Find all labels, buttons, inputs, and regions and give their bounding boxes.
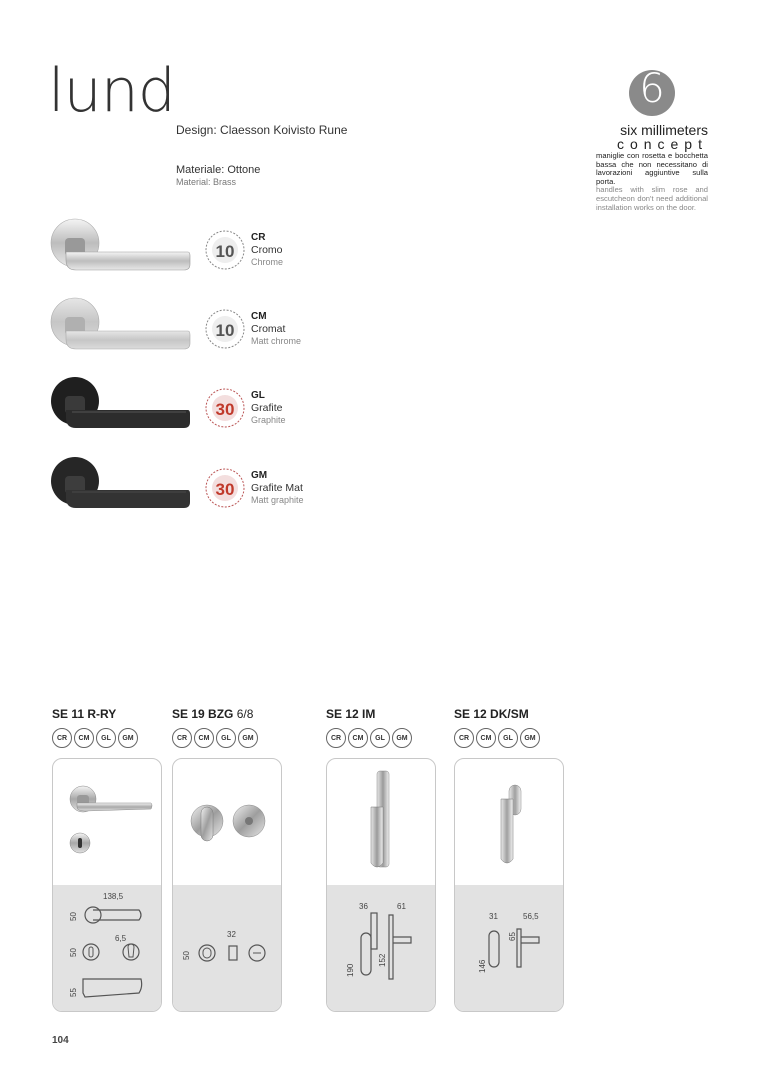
page-number: 104 [52,1035,69,1046]
finish-chip-gm: GM [392,728,412,748]
page-title: lund [48,56,175,126]
product-code: SE 12 DK/SM [454,707,529,721]
finish-chip-gm: GM [238,728,258,748]
product-code: SE 12 IM [326,707,376,721]
keyhole-escutcheon-icon [70,833,90,853]
concept-line1: six millimeters [620,122,708,138]
dimension-label: 190 [346,963,355,977]
dimension-label: 32 [227,930,236,939]
finish-row-cm [50,297,350,367]
finish-name: Cromat [251,323,286,335]
finish-chip-gl: GL [216,728,236,748]
six-millimeters-concept [596,66,708,212]
dimension-label: 31 [489,912,498,921]
finish-row-gm [50,456,350,526]
material-en: Material: Brass [176,177,237,187]
product-photo [53,759,161,885]
finish-name: Cromo [251,244,283,256]
dimension-label: 36 [359,902,368,911]
dimension-label: 50 [69,948,78,957]
finish-chip-gl: GL [498,728,518,748]
six-mm-logo-icon: 6 [629,70,675,116]
concept-text-en: handles with slim rose and escutcheon don't need additional installation works on the door. [596,185,708,212]
finish-chip-cm: CM [74,728,94,748]
lever-handle-icon [50,376,195,436]
svg-text:30: 30 [215,480,235,499]
finish-name-en: Matt chrome [251,336,302,346]
finish-name-en: Chrome [251,257,284,267]
finish-chips [326,728,412,748]
technical-drawing [173,885,281,1012]
finish-chips [52,728,138,748]
finish-code: CM [251,311,267,322]
product-photo [327,759,435,885]
material-it: Materiale: Ottone [176,164,261,176]
product-card [454,758,564,1012]
dimension-label: 61 [397,902,406,911]
dimension-label: 56,5 [523,912,539,921]
lever-handle-icon [70,786,152,812]
lever-handle-icon [50,456,195,516]
product-card [172,758,282,1012]
concept-text-it: maniglie con rosetta e bocchetta bassa che non necessitano di lavorazioni aggiuntive sulla porta. [596,151,708,186]
technical-drawing [455,885,563,1012]
finish-chips [172,728,258,748]
warranty-10-badge-icon [205,230,245,270]
privacy-turn-knob-icon [191,805,223,841]
svg-text:10: 10 [215,321,235,340]
emergency-release-icon [233,805,265,837]
dimension-label: 146 [478,959,487,973]
window-handle-icon [501,785,521,863]
finish-chip-cm: CM [476,728,496,748]
svg-text:30: 30 [215,400,235,419]
finish-name-en: Matt graphite [251,495,304,505]
finish-name: Grafite [251,402,283,414]
finish-chip-cr: CR [454,728,474,748]
finish-chip-gm: GM [520,728,540,748]
warranty-30-badge-icon [205,388,245,428]
product-code: SE 19 BZG 6/8 [172,707,254,721]
finish-code: CR [251,232,266,243]
concept-line2: concept [616,136,708,152]
dimension-label: 152 [378,953,387,967]
lever-handle-icon [50,218,195,278]
finish-row-gl [50,376,350,446]
design-credit: Design: Claesson Koivisto Rune [176,123,348,137]
warranty-30-badge-icon [205,468,245,508]
finish-chips [454,728,540,748]
product-card [52,758,162,1012]
technical-drawing [327,885,435,1012]
svg-text:10: 10 [215,242,235,261]
finish-chip-gm: GM [118,728,138,748]
product-card [326,758,436,1012]
warranty-10-badge-icon [205,309,245,349]
finish-chip-cm: CM [348,728,368,748]
finish-chip-cr: CR [172,728,192,748]
finish-chip-cr: CR [326,728,346,748]
technical-drawing [53,885,161,1012]
finish-code: GL [251,390,265,401]
window-handle-icon [371,771,389,867]
dimension-label: 50 [69,912,78,921]
lever-handle-icon [50,297,195,357]
finish-name-en: Graphite [251,415,286,425]
dimension-label: 50 [182,951,191,960]
finish-row-cr [50,218,350,288]
finish-chip-gl: GL [96,728,116,748]
dimension-label: 138,5 [103,892,124,901]
finish-chip-cm: CM [194,728,214,748]
finish-code: GM [251,470,268,481]
dimension-label: 6,5 [115,934,127,943]
finish-chip-cr: CR [52,728,72,748]
product-code: SE 11 R-RY [52,707,117,721]
dimension-label: 55 [69,988,78,997]
dimension-label: 65 [508,932,517,941]
finish-name: Grafite Mat [251,482,303,494]
finish-chip-gl: GL [370,728,390,748]
product-photo [173,759,281,885]
product-photo [455,759,563,885]
